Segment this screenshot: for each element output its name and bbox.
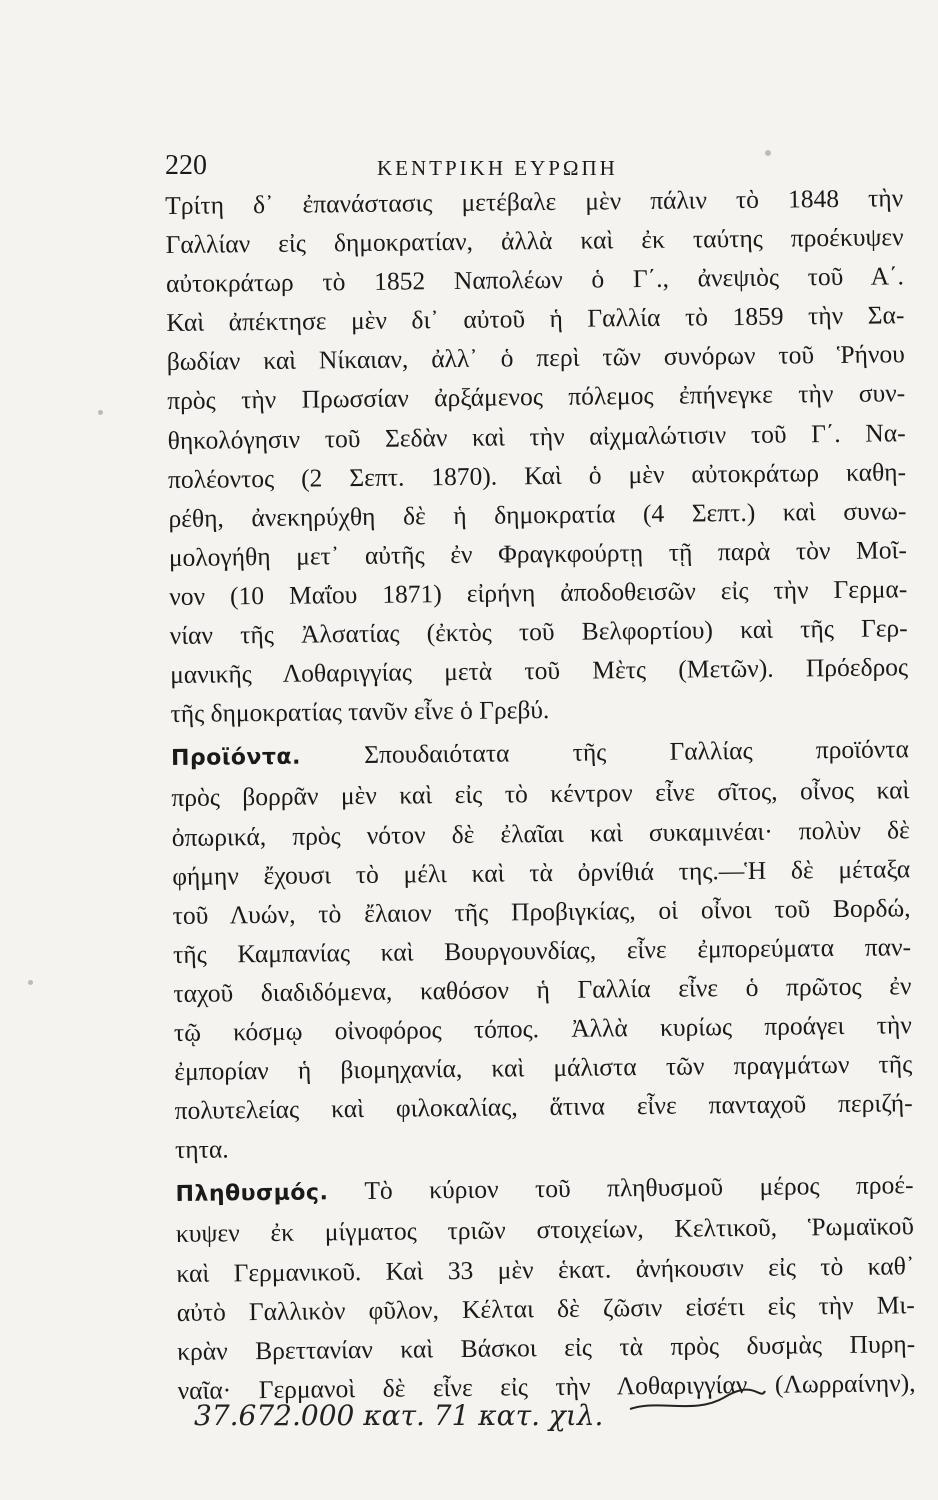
text-line: ναῖα· Γερμανοὶ δὲ εἶνε εἰς τὴν Λοθαριγγίαν (Λωρραίνην), [177, 1368, 916, 1405]
text-line: βωδίαν καὶ Νίκαιαν, ἀλλ᾽ ὁ περὶ τῶν συνόρων τοῦ Ῥήνου [166, 339, 905, 377]
text-line: ρέθη, ἀνεκηρύχθη δὲ ἡ δημοκρατία (4 Σεπτ.) καὶ συνω- [168, 496, 907, 533]
text-line: τῆς Καμπανίας καὶ Βουργουνδίας, εἶνε ἐμπορεύματα παν- [172, 932, 912, 969]
text-line: μολογήθη μετ᾽ αὐτῆς ἐν Φραγκφούρτῃ τῇ παρὰ τὸν Μοῖ- [168, 535, 907, 572]
text-line: πρὸς τὴν Πρωσσίαν ἀρξάμενος πόλεμος ἐπήνεγκε τὴν συν- [167, 378, 906, 416]
text-line: κρὰν Βρεττανίαν καὶ Βάσκοι εἰς τὰ πρὸς δυσμὰς Πυρη- [177, 1328, 916, 1366]
text-line: τοῦ Λυών, τὸ ἔλαιον τῆς Προβιγκίας, οἱ οἶνοι τοῦ Βορδώ, [172, 892, 911, 930]
text-line: τητα. [174, 1134, 229, 1165]
handwritten-note [190, 1385, 770, 1445]
text-line: κυψεν ἐκ μίγματος τριῶν στοιχείων, Κελτικοῦ, Ῥωμαϊκοῦ [175, 1211, 915, 1249]
text-line: μανικῆς Λοθαριγγίας μετὰ τοῦ Μὲτς (Μετῶν). Πρόεδρος [169, 652, 909, 690]
text-line: Καὶ ἀπέκτησε μὲν δι᾽ αὐτοῦ ἡ Γαλλία τὸ 1859 τὴν Σα- [166, 300, 905, 338]
text-line: Γαλλίαν εἰς δημοκρατίαν, ἀλλὰ καὶ ἐκ ταύτης προέκυψεν [165, 222, 904, 260]
text-line: Τρίτη δ᾽ ἐπανάστασις μετέβαλε μὲν πάλιν τὸ 1848 τὴν [165, 183, 904, 220]
text-line: αὐτὸ Γαλλικὸν φῦλον, Κέλται δὲ ζῶσιν εἰσέτι εἰς τὴν Μι- [176, 1289, 915, 1327]
text-line: ὀπωρικά, πρὸς νότον δὲ ἐλαῖαι καὶ συκαμινέαι· πολὺν δὲ [171, 814, 910, 852]
text-run: Σπουδαιότατα τῆς Γαλλίας προϊόντα [363, 734, 910, 770]
text-line: πολέοντος (2 Σεπτ. 1870). Καὶ ὁ μὲν αὐτοκράτωρ καθη- [167, 456, 907, 494]
paper-spot [98, 410, 103, 415]
text-line: τῷ κόσμῳ οἰνοφόρος τόπος. Ἀλλὰ κυρίως προάγει τὴν [173, 1010, 912, 1047]
page-number: 220 [165, 150, 207, 181]
text-line: καὶ Γερμανικοῦ. Καὶ 33 μὲν ἑκατ. ἀνήκουσιν εἰς τὸ καθ᾽ [176, 1250, 915, 1288]
text-line: νον (10 Μαΐου 1871) εἰρήνη ἀποδοθεισῶν εἰς τὴν Γερμα- [169, 574, 908, 611]
section-heading-products: Προϊόντα. [170, 744, 302, 772]
text-line: τῆς δημοκρατίας τανῦν εἶνε ὁ Γρεβύ. [170, 695, 550, 729]
text-line: φήμην ἔχουσι τὸ μέλι καὶ τὰ ὀρνίθιά της.—Ἡ δὲ μέταξα [172, 853, 911, 891]
text-line: πολυτελείας καὶ φιλοκαλίας, ἅτινα εἶνε πανταχοῦ περιζή- [174, 1088, 913, 1126]
body-text [165, 178, 916, 1410]
text-run: Τὸ κύριον τοῦ πληθυσμοῦ μέρος προέ- [364, 1170, 914, 1206]
text-line: ταχοῦ διαδιδόμενα, καθόσον ἡ Γαλλία εἶνε ὁ πρῶτος ἐν [173, 971, 912, 1008]
text-line: αὐτοκράτωρ τὸ 1852 Ναπολέων ὁ Γ΄., ἀνεψιὸς τοῦ Α΄. [165, 261, 905, 299]
text-line: θηκολόγησιν τοῦ Σεδὰν καὶ τὴν αἰχμαλώτισιν τοῦ Γ΄. Να- [167, 417, 906, 455]
text-line: νίαν τῆς Ἀλσατίας (ἐκτὸς τοῦ Βελφορτίου) καὶ τῆς Γερ- [169, 613, 908, 651]
handwriting-flourish [630, 1390, 765, 1409]
text-line: πρὸς βορρᾶν μὲν καὶ εἰς τὸ κέντρον εἶνε σῖτος, οἶνος καὶ [171, 775, 910, 813]
paper-spot [28, 980, 33, 985]
section-heading-population: Πληθυσμός. [175, 1180, 329, 1208]
paper-spot [765, 150, 771, 156]
text-line: ἐμπορίαν ἡ βιομηχανία, καὶ μάλιστα τῶν πραγμάτων τῆς [174, 1049, 913, 1087]
handwritten-note-text: 37.672.000 κατ. 71 κατ. χιλ. [194, 1399, 604, 1432]
running-title: ΚΕΝΤΡΙΚΗ ΕΥΡΩΠΗ [377, 156, 618, 180]
